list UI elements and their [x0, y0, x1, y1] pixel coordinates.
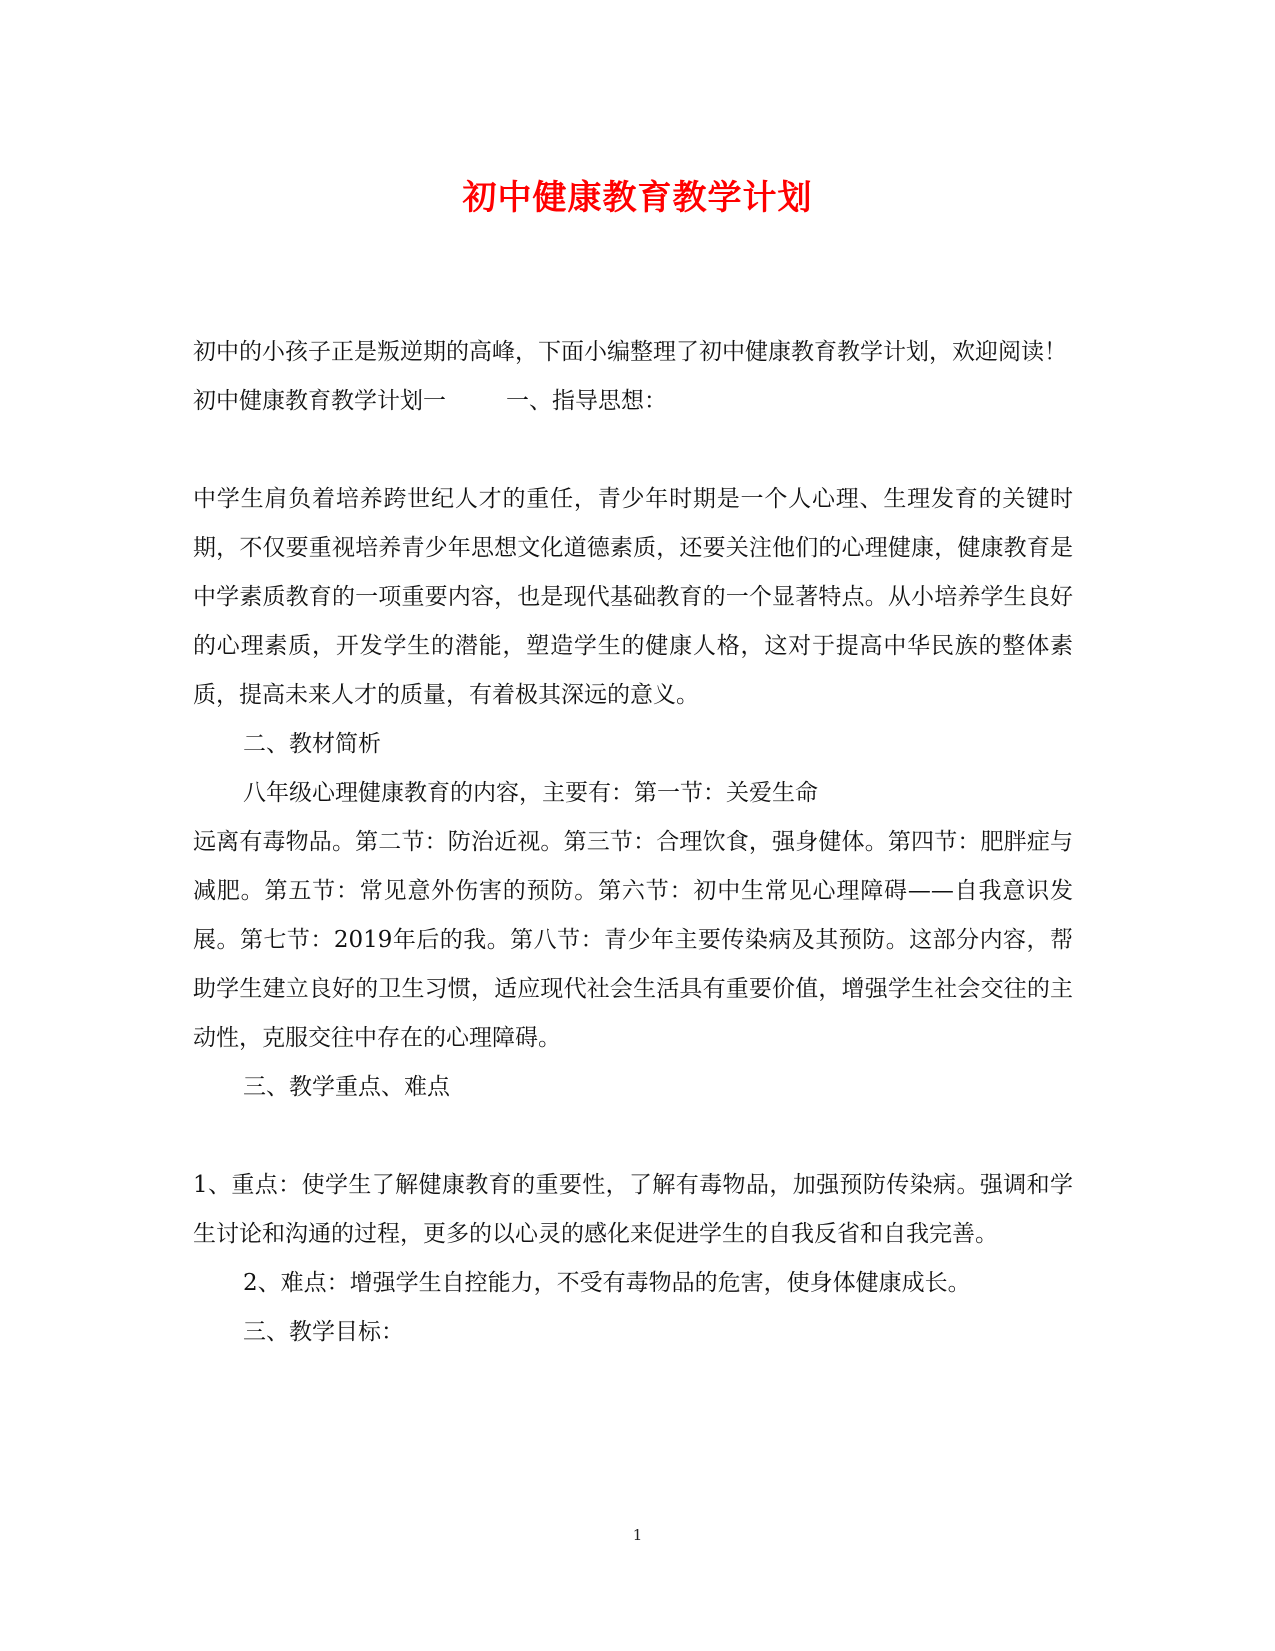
key-point-paragraph: 1、重点：使学生了解健康教育的重要性，了解有毒物品，加强预防传染病。强调和学生讨论和沟通的过程，更多的以心灵的感化来促进学生的自我反省和自我完善。	[193, 1172, 1073, 1247]
section2-heading: 二、教材简析	[243, 731, 381, 757]
page-number: 1	[632, 1526, 643, 1544]
section2-paragraph: 远离有毒物品。第二节：防治近视。第三节：合理饮食，强身健体。第四节：肥胖症与减肥。第五节：常见意外伤害的预防。第六节：初中生常见心理障碍——自我意识发展。第七节：2019年后的我。第八节：青少年主要传染病及其预防。这部分内容，帮助学生建立良好的卫生习惯，适应现代社会生活具有重要价值，增强学生社会交往的主动性，克服交往中存在的心理障碍。	[193, 829, 1073, 1051]
plan-heading-line	[193, 377, 1073, 426]
document-title: 初中健康教育教学计划	[462, 178, 813, 218]
section1-heading: 一、指导思想：	[506, 388, 667, 414]
plan-heading: 初中健康教育教学计划一	[193, 388, 446, 414]
section3-heading: 三、教学重点、难点	[243, 1074, 450, 1100]
blank-line	[193, 426, 1073, 475]
section2-first-line: 八年级心理健康教育的内容，主要有：第一节：关爱生命	[243, 780, 818, 806]
document-body	[193, 328, 1073, 1357]
intro-paragraph: 初中的小孩子正是叛逆期的高峰，下面小编整理了初中健康教育教学计划，欢迎阅读！	[193, 339, 1067, 365]
section1-paragraph: 中学生肩负着培养跨世纪人才的重任，青少年时期是一个人心理、生理发育的关键时期，不仅要重视培养青少年思想文化道德素质，还要关注他们的心理健康，健康教育是中学素质教育的一项重要内容，也是现代基础教育的一个显著特点。从小培养学生良好的心理素质，开发学生的潜能，塑造学生的健康人格，这对于提高中华民族的整体素质，提高未来人才的质量，有着极其深远的意义。	[193, 486, 1073, 708]
difficult-point-paragraph: 2、难点：增强学生自控能力，不受有毒物品的危害，使身体健康成长。	[243, 1270, 971, 1296]
section4-heading: 三、教学目标：	[243, 1319, 404, 1345]
blank-line	[193, 1112, 1073, 1161]
